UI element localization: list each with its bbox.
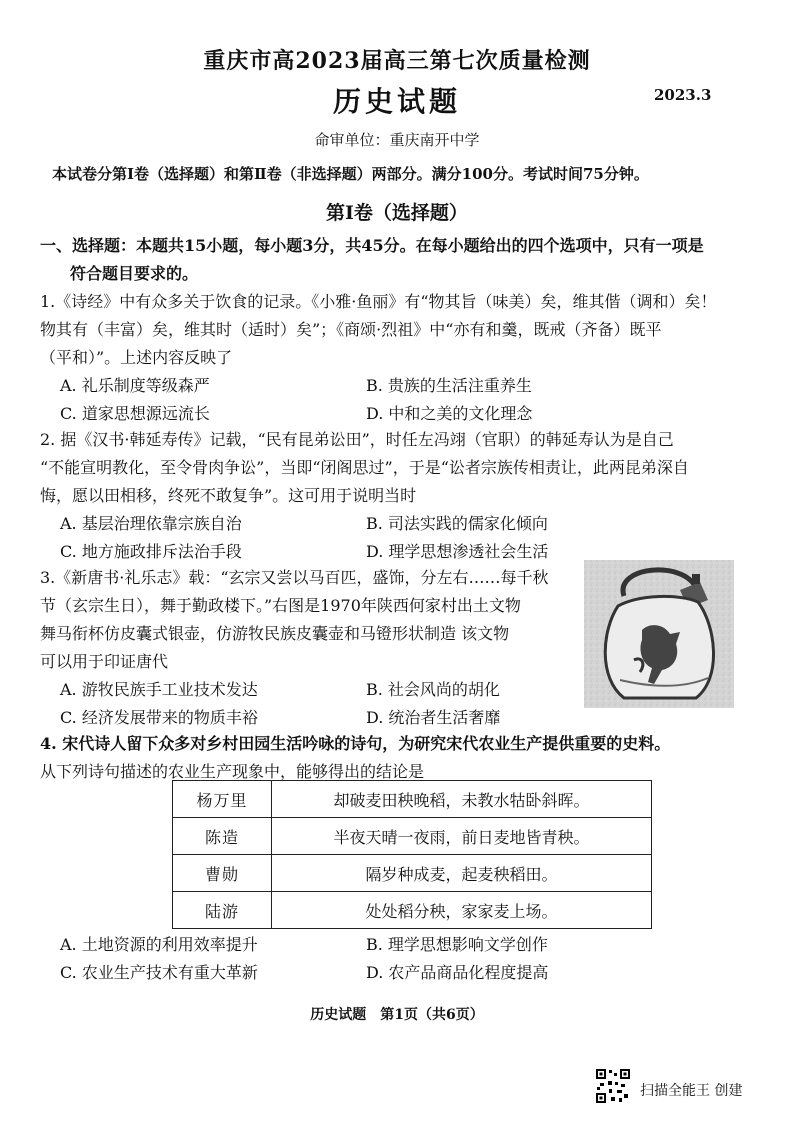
question-stem-line: 悔，愿以田相移，终死不敢复争”。这可用于说明当时 [40, 486, 417, 505]
question-stem-line: 2. 据《汉书·韩延寿传》记载，“民有昆弟讼田”，时任左冯翊（官职）的韩延寿认为是自己 [40, 430, 674, 449]
question-4 [40, 730, 760, 786]
poet-cell: 陆游 [173, 892, 272, 929]
option-d[interactable]: D. 理学思想渗透社会生活 [366, 542, 549, 561]
option-a[interactable]: A. 礼乐制度等级森严 [60, 376, 210, 395]
page-footer: 历史试题 第1页（共6页） [310, 1007, 484, 1023]
table-row [173, 818, 652, 855]
instruction-line: 符合题目要求的。 [70, 264, 199, 283]
question-stem-line: “不能宣明教化，至令骨肉争讼”，当即“闭阁思过”，于是“讼者宗族传相责让，此两昆弟深自 [40, 458, 689, 477]
option-b[interactable]: B. 社会风尚的胡化 [366, 680, 500, 699]
exam-intro: 本试卷分第Ⅰ卷（选择题）和第Ⅱ卷（非选择题）两部分。满分100分。考试时间75分钟。 [52, 165, 649, 183]
question-stem-line: 节（玄宗生日），舞于勤政楼下。”右图是1970年陕西何家村出土文物 [40, 596, 521, 615]
question-4-options [40, 932, 760, 988]
option-b[interactable]: B. 贵族的生活注重养生 [366, 376, 532, 395]
exam-date: 2023.3 [654, 86, 712, 104]
option-c[interactable]: C. 地方施政排斥法治手段 [60, 542, 242, 561]
poet-cell: 杨万里 [173, 781, 272, 818]
question-stem-line: 4. 宋代诗人留下众多对乡村田园生活吟咏的诗句，为研究宋代农业生产提供重要的史料。 [40, 734, 671, 753]
question-stem-line: 3.《新唐书·礼乐志》载：“玄宗又尝以马百匹，盛饰，分左右……每千秋 [40, 568, 549, 587]
subject-title: 历史试题 [332, 85, 461, 118]
option-d[interactable]: D. 统治者生活奢靡 [366, 708, 501, 727]
issuer-line: 命审单位：重庆南开中学 [314, 131, 480, 149]
verse-cell: 隔岁种成麦，起麦秧稻田。 [272, 855, 652, 892]
option-b[interactable]: B. 理学思想影响文学创作 [366, 935, 548, 954]
option-d[interactable]: D. 农产品商品化程度提高 [366, 963, 549, 982]
question-3 [40, 564, 580, 732]
table-row [173, 855, 652, 892]
verse-cell: 半夜天晴一夜雨，前日麦地皆青秧。 [272, 818, 652, 855]
question-1 [40, 288, 760, 428]
qr-code-icon [595, 1068, 631, 1104]
poet-cell: 陈造 [173, 818, 272, 855]
option-a[interactable]: A. 土地资源的利用效率提升 [60, 935, 258, 954]
question-stem-line: （平和）”。上述内容反映了 [40, 348, 233, 367]
question-stem-line: 物其有（丰富）矣，维其时（适时）矣”；《商颂·烈祖》中“亦有和羹，既戒（齐备）既平 [40, 320, 662, 339]
section-instructions [40, 232, 760, 288]
exam-title: 重庆市高2023届高三第七次质量检测 [203, 48, 591, 74]
option-c[interactable]: C. 农业生产技术有重大革新 [60, 963, 258, 982]
verse-cell: 处处稻分秧，家家麦上场。 [272, 892, 652, 929]
section-title: 第Ⅰ卷（选择题） [326, 202, 468, 224]
option-a[interactable]: A. 游牧民族手工业技术发达 [60, 680, 258, 699]
poem-table [172, 780, 652, 929]
question-stem-line: 舞马衔杯仿皮囊式银壶，仿游牧民族皮囊壶和马镫形状制造 该文物 [40, 624, 510, 643]
table-row [173, 892, 652, 929]
table-row [173, 781, 652, 818]
question-2 [40, 426, 760, 566]
verse-cell: 却破麦田秧晚稻，未教水牯卧斜晖。 [272, 781, 652, 818]
question-stem-line: 可以用于印证唐代 [40, 652, 169, 671]
question-stem-line: 1.《诗经》中有众多关于饮食的记录。《小雅·鱼丽》有“物其旨（味美）矣，维其偕（调和）矣！ [40, 292, 717, 311]
option-b[interactable]: B. 司法实践的儒家化倾向 [366, 514, 548, 533]
instruction-line: 一、选择题：本题共15小题，每小题3分，共45分。在每小题给出的四个选项中，只有一项是 [40, 236, 704, 255]
option-a[interactable]: A. 基层治理依靠宗族自治 [60, 514, 242, 533]
silver-flask-image [584, 560, 734, 708]
poet-cell: 曹勋 [173, 855, 272, 892]
option-d[interactable]: D. 中和之美的文化理念 [366, 404, 533, 423]
option-c[interactable]: C. 经济发展带来的物质丰裕 [60, 708, 258, 727]
question-stem-line: 从下列诗句描述的农业生产现象中，能够得出的结论是 [40, 762, 425, 781]
scanner-watermark: 扫描全能王 创建 [640, 1083, 743, 1099]
option-c[interactable]: C. 道家思想源远流长 [60, 404, 210, 423]
